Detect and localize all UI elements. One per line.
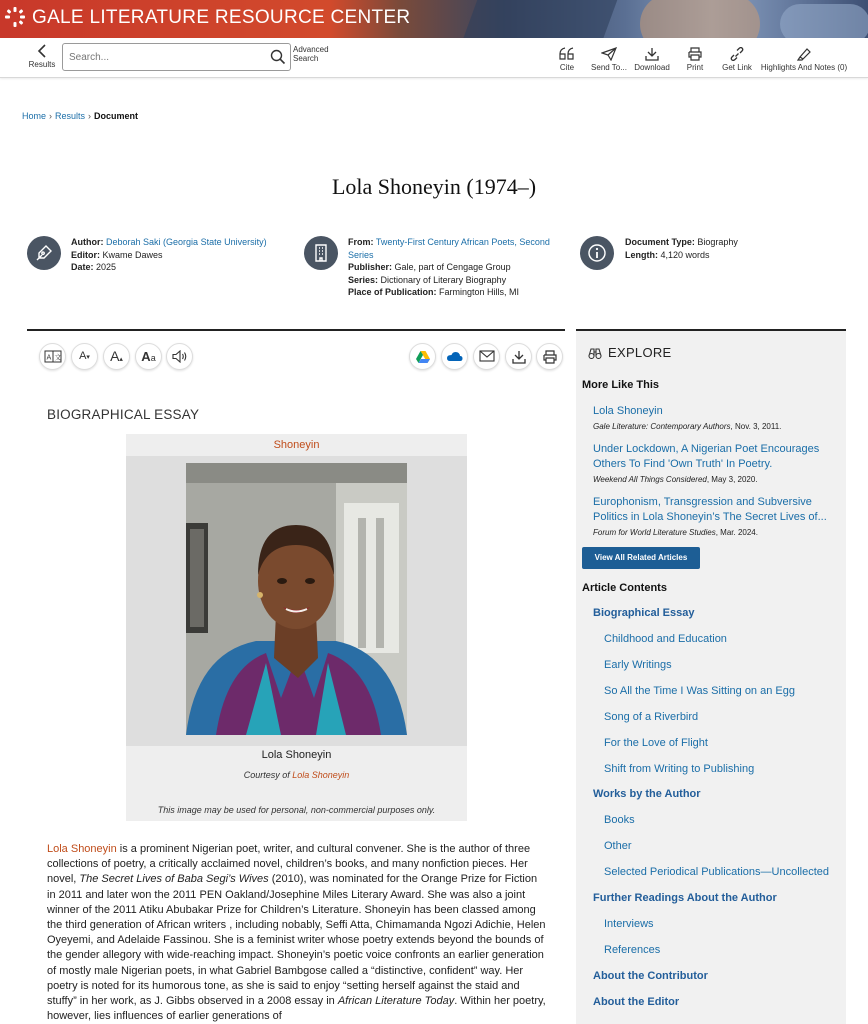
toc-link[interactable]: Selected Periodical Publications—Uncollected xyxy=(604,866,830,878)
credit-link[interactable]: Lola Shoneyin xyxy=(292,770,350,780)
print-article-button[interactable] xyxy=(536,343,563,370)
get-link-label: Get Link xyxy=(722,63,752,72)
cite-button[interactable] xyxy=(556,47,578,72)
author-link[interactable]: Deborah Saki (Georgia State University) xyxy=(106,237,267,247)
credit-prefix: Courtesy of xyxy=(243,770,293,780)
related-article xyxy=(593,404,838,432)
back-label: Results xyxy=(28,60,56,69)
related-article-link[interactable]: Lola Shoneyin xyxy=(593,405,663,417)
breadcrumb-results-link[interactable]: Results xyxy=(55,111,86,121)
breadcrumb xyxy=(22,111,138,121)
length-value: 4,120 words xyxy=(660,249,710,260)
toc-link[interactable]: About the Editor xyxy=(593,996,680,1008)
publisher-label: Publisher: xyxy=(348,262,393,272)
chevron-right-icon: › xyxy=(49,111,53,121)
pen-nib-icon xyxy=(27,236,61,270)
get-link-button[interactable] xyxy=(721,47,753,72)
search-input[interactable] xyxy=(69,49,259,65)
onedrive-button[interactable] xyxy=(441,343,468,370)
toc-link[interactable]: Early Writings xyxy=(604,659,672,671)
download-icon xyxy=(511,350,527,364)
author-label: Author: xyxy=(71,237,104,247)
search-icon[interactable] xyxy=(270,49,286,65)
toc-link[interactable]: About the Contributor xyxy=(593,970,708,982)
google-drive-button[interactable] xyxy=(409,343,436,370)
download-article-button[interactable] xyxy=(505,343,532,370)
related-article-source xyxy=(593,474,838,485)
site-title[interactable]: GALE LITERATURE RESOURCE CENTER xyxy=(32,7,411,28)
explore-panel xyxy=(576,329,846,1024)
date-label: Date: xyxy=(71,262,94,272)
breadcrumb-home-link[interactable]: Home xyxy=(22,111,47,121)
toc-link[interactable]: Works by the Author xyxy=(593,788,701,800)
figure-credit xyxy=(126,770,467,780)
view-all-related-button[interactable]: View All Related Articles xyxy=(582,547,700,569)
subject-name-link[interactable]: Lola Shoneyin xyxy=(47,843,117,855)
toc-link[interactable]: Childhood and Education xyxy=(604,633,727,645)
highlighter-icon xyxy=(796,47,812,61)
series-value: Dictionary of Literary Biography xyxy=(380,274,507,285)
editor-label: Editor: xyxy=(71,249,100,260)
speaker-icon xyxy=(172,350,188,363)
info-icon xyxy=(580,236,614,270)
highlights-label: Highlights And Notes (0) xyxy=(760,63,848,72)
font-size-decrease-button[interactable] xyxy=(71,343,98,370)
figure-caption: Lola Shoneyin xyxy=(261,749,332,761)
advanced-search-link[interactable] xyxy=(293,45,329,63)
print-icon xyxy=(687,47,703,61)
font-large-label: A xyxy=(110,348,120,364)
place-value: Farmington Hills, MI xyxy=(439,287,520,297)
font-face-button[interactable] xyxy=(135,343,162,370)
print-icon xyxy=(542,350,558,364)
toc-link[interactable]: So All the Time I Was Sitting on an Egg xyxy=(604,685,795,697)
quote-icon xyxy=(559,47,575,61)
from-link-continued[interactable]: Series xyxy=(348,249,374,260)
related-article-link[interactable]: Europhonism, Transgression and Subversive Politics in Lola Shoneyin’s The Secret Lives of... xyxy=(593,496,827,523)
back-to-results-button[interactable] xyxy=(26,44,58,74)
binoculars-icon xyxy=(588,347,602,359)
send-icon xyxy=(601,47,617,61)
explore-label: EXPLORE xyxy=(608,345,672,360)
toc-link[interactable]: Other xyxy=(604,840,632,852)
send-to-button[interactable] xyxy=(590,47,628,72)
journal-title: African Literature Today xyxy=(337,995,455,1008)
toc-link[interactable]: Song of a Riverbird xyxy=(604,711,699,723)
chevron-left-icon xyxy=(37,44,47,58)
editor-value: Kwame Dawes xyxy=(102,249,163,260)
figure-title: Shoneyin xyxy=(273,439,320,451)
breadcrumb-current: Document xyxy=(94,111,139,121)
toc-link[interactable]: Biographical Essay xyxy=(593,607,695,619)
link-icon xyxy=(729,47,745,61)
building-icon xyxy=(304,236,338,270)
toc-link[interactable]: Shift from Writing to Publishing xyxy=(604,763,755,775)
author-photo[interactable] xyxy=(186,463,407,735)
related-article-source xyxy=(593,527,838,538)
author-metadata xyxy=(71,236,291,274)
type-metadata xyxy=(625,236,825,261)
font-size-increase-button[interactable] xyxy=(103,343,130,370)
article-divider xyxy=(27,329,565,331)
svg-text:文: 文 xyxy=(54,353,61,362)
author-portrait-image xyxy=(186,463,407,735)
translate-icon xyxy=(44,350,62,363)
download-icon xyxy=(644,47,660,61)
cite-label: Cite xyxy=(559,63,575,72)
envelope-icon xyxy=(479,350,495,362)
print-label: Print xyxy=(686,63,704,72)
toc-link[interactable]: References xyxy=(604,944,661,956)
type-value: Biography xyxy=(697,237,738,247)
article-figure xyxy=(126,434,467,821)
source-title: Gale Literature: Contemporary Authors xyxy=(593,422,731,431)
print-button[interactable] xyxy=(683,47,707,72)
related-article xyxy=(593,442,838,485)
font-face-label: A xyxy=(141,349,151,364)
article-contents-heading: Article Contents xyxy=(582,582,667,594)
body-part-2: (2010), was nominated for the Orange Prize for Fiction in 2011 and later won the 2011 PEN Oakland/Josephine Miles Literary Award. She was also a joint winner of the 2011 Atiku Abubakar Prize for Children’s Literature. Shoneyin has been classed among the third generation of African writers , including nobably, Seffi Atta, Chimamanda Ngozi Adichie, Helen Oyeyemi, and Adelaide Fassinou. She is a feminist writer whose poetry extends beyond the bounds of the gender allegory with wide-reaching impact. Shoneyin’s poetic voice confronts an earlier generation of mostly male Nigerian poets, in what Gabriel Bambgose called a “distinctive, confident” way. Her poetry is noted for its humorous tone, as she is said to enjoy “setting herself against the staid and stuffy” in her work, as J. Gibbs observed in a 2008 essay in xyxy=(47,873,546,1008)
banner-decoration xyxy=(640,0,760,38)
onedrive-cloud-icon xyxy=(446,350,463,362)
document-title: Lola Shoneyin (1974–) xyxy=(331,174,537,199)
more-like-this-heading: More Like This xyxy=(582,379,660,391)
advanced-search-line2: Search xyxy=(293,54,319,63)
from-link[interactable]: Twenty-First Century African Poets, Second xyxy=(375,237,550,247)
chevron-right-icon: › xyxy=(88,111,92,121)
body-part-1: is a prominent Nigerian poet, writer, and cultural convener. She is the author of three collections of poetry, a critically acclaimed novel, children’s books, and many nonfiction pieces. Her novel, xyxy=(47,843,531,886)
section-heading: BIOGRAPHICAL ESSAY xyxy=(47,407,200,422)
caret-up-icon: ▴ xyxy=(119,356,123,363)
banner-decoration xyxy=(459,0,621,38)
novel-title: The Secret Lives of Baba Segi’s Wives xyxy=(79,873,269,886)
related-article-link[interactable]: Under Lockdown, A Nigerian Poet Encourages Others To Find 'Own Truth' In Poetry. xyxy=(593,443,820,470)
related-article xyxy=(593,495,838,538)
body-part-3: . Within her poetry, however, lies influences of earlier generations of xyxy=(47,995,546,1023)
font-family-icon: a xyxy=(150,353,156,363)
toc-link[interactable]: Interviews xyxy=(604,918,654,930)
svg-text:A: A xyxy=(46,353,51,362)
length-label: Length: xyxy=(625,249,658,260)
site-banner xyxy=(0,0,868,38)
source-date: , May 3, 2020. xyxy=(706,475,758,484)
highlights-notes-button[interactable] xyxy=(760,47,848,72)
advanced-search-line1: Advanced xyxy=(293,45,329,54)
explore-heading xyxy=(588,345,672,360)
article-body xyxy=(47,842,547,1024)
translate-button[interactable] xyxy=(39,343,66,370)
date-value: 2025 xyxy=(96,262,117,272)
figure-rights-note: This image may be used for personal, non-commercial purposes only. xyxy=(157,805,436,815)
gale-logo-icon[interactable] xyxy=(4,6,26,28)
source-metadata xyxy=(348,236,570,299)
toc-link[interactable]: Further Readings About the Author xyxy=(593,892,777,904)
photo-frame xyxy=(126,456,467,746)
from-label: From: xyxy=(348,237,374,247)
send-to-label: Send To... xyxy=(591,63,627,72)
toolbar xyxy=(0,38,868,78)
source-date: , Nov. 3, 2011. xyxy=(730,422,782,431)
source-date: , Mar. 2024. xyxy=(715,528,758,537)
source-title: Weekend All Things Considered xyxy=(593,475,707,484)
toc-link[interactable]: Books xyxy=(604,814,635,826)
font-small-label: A xyxy=(79,350,87,362)
place-label: Place of Publication: xyxy=(348,287,437,297)
related-article-source xyxy=(593,421,838,432)
series-label: Series: xyxy=(348,274,379,285)
caret-down-icon: ▾ xyxy=(86,354,90,361)
source-title: Forum for World Literature Studies xyxy=(593,528,716,537)
download-label: Download xyxy=(634,63,670,72)
toc-link[interactable]: For the Love of Flight xyxy=(604,737,708,749)
type-label: Document Type: xyxy=(625,237,695,247)
google-drive-icon xyxy=(415,350,431,364)
download-button[interactable] xyxy=(633,47,671,72)
publisher-value: Gale, part of Cengage Group xyxy=(394,262,511,272)
email-button[interactable] xyxy=(473,343,500,370)
search-field[interactable] xyxy=(62,43,291,71)
listen-button[interactable] xyxy=(166,343,193,370)
banner-decoration xyxy=(780,4,868,38)
